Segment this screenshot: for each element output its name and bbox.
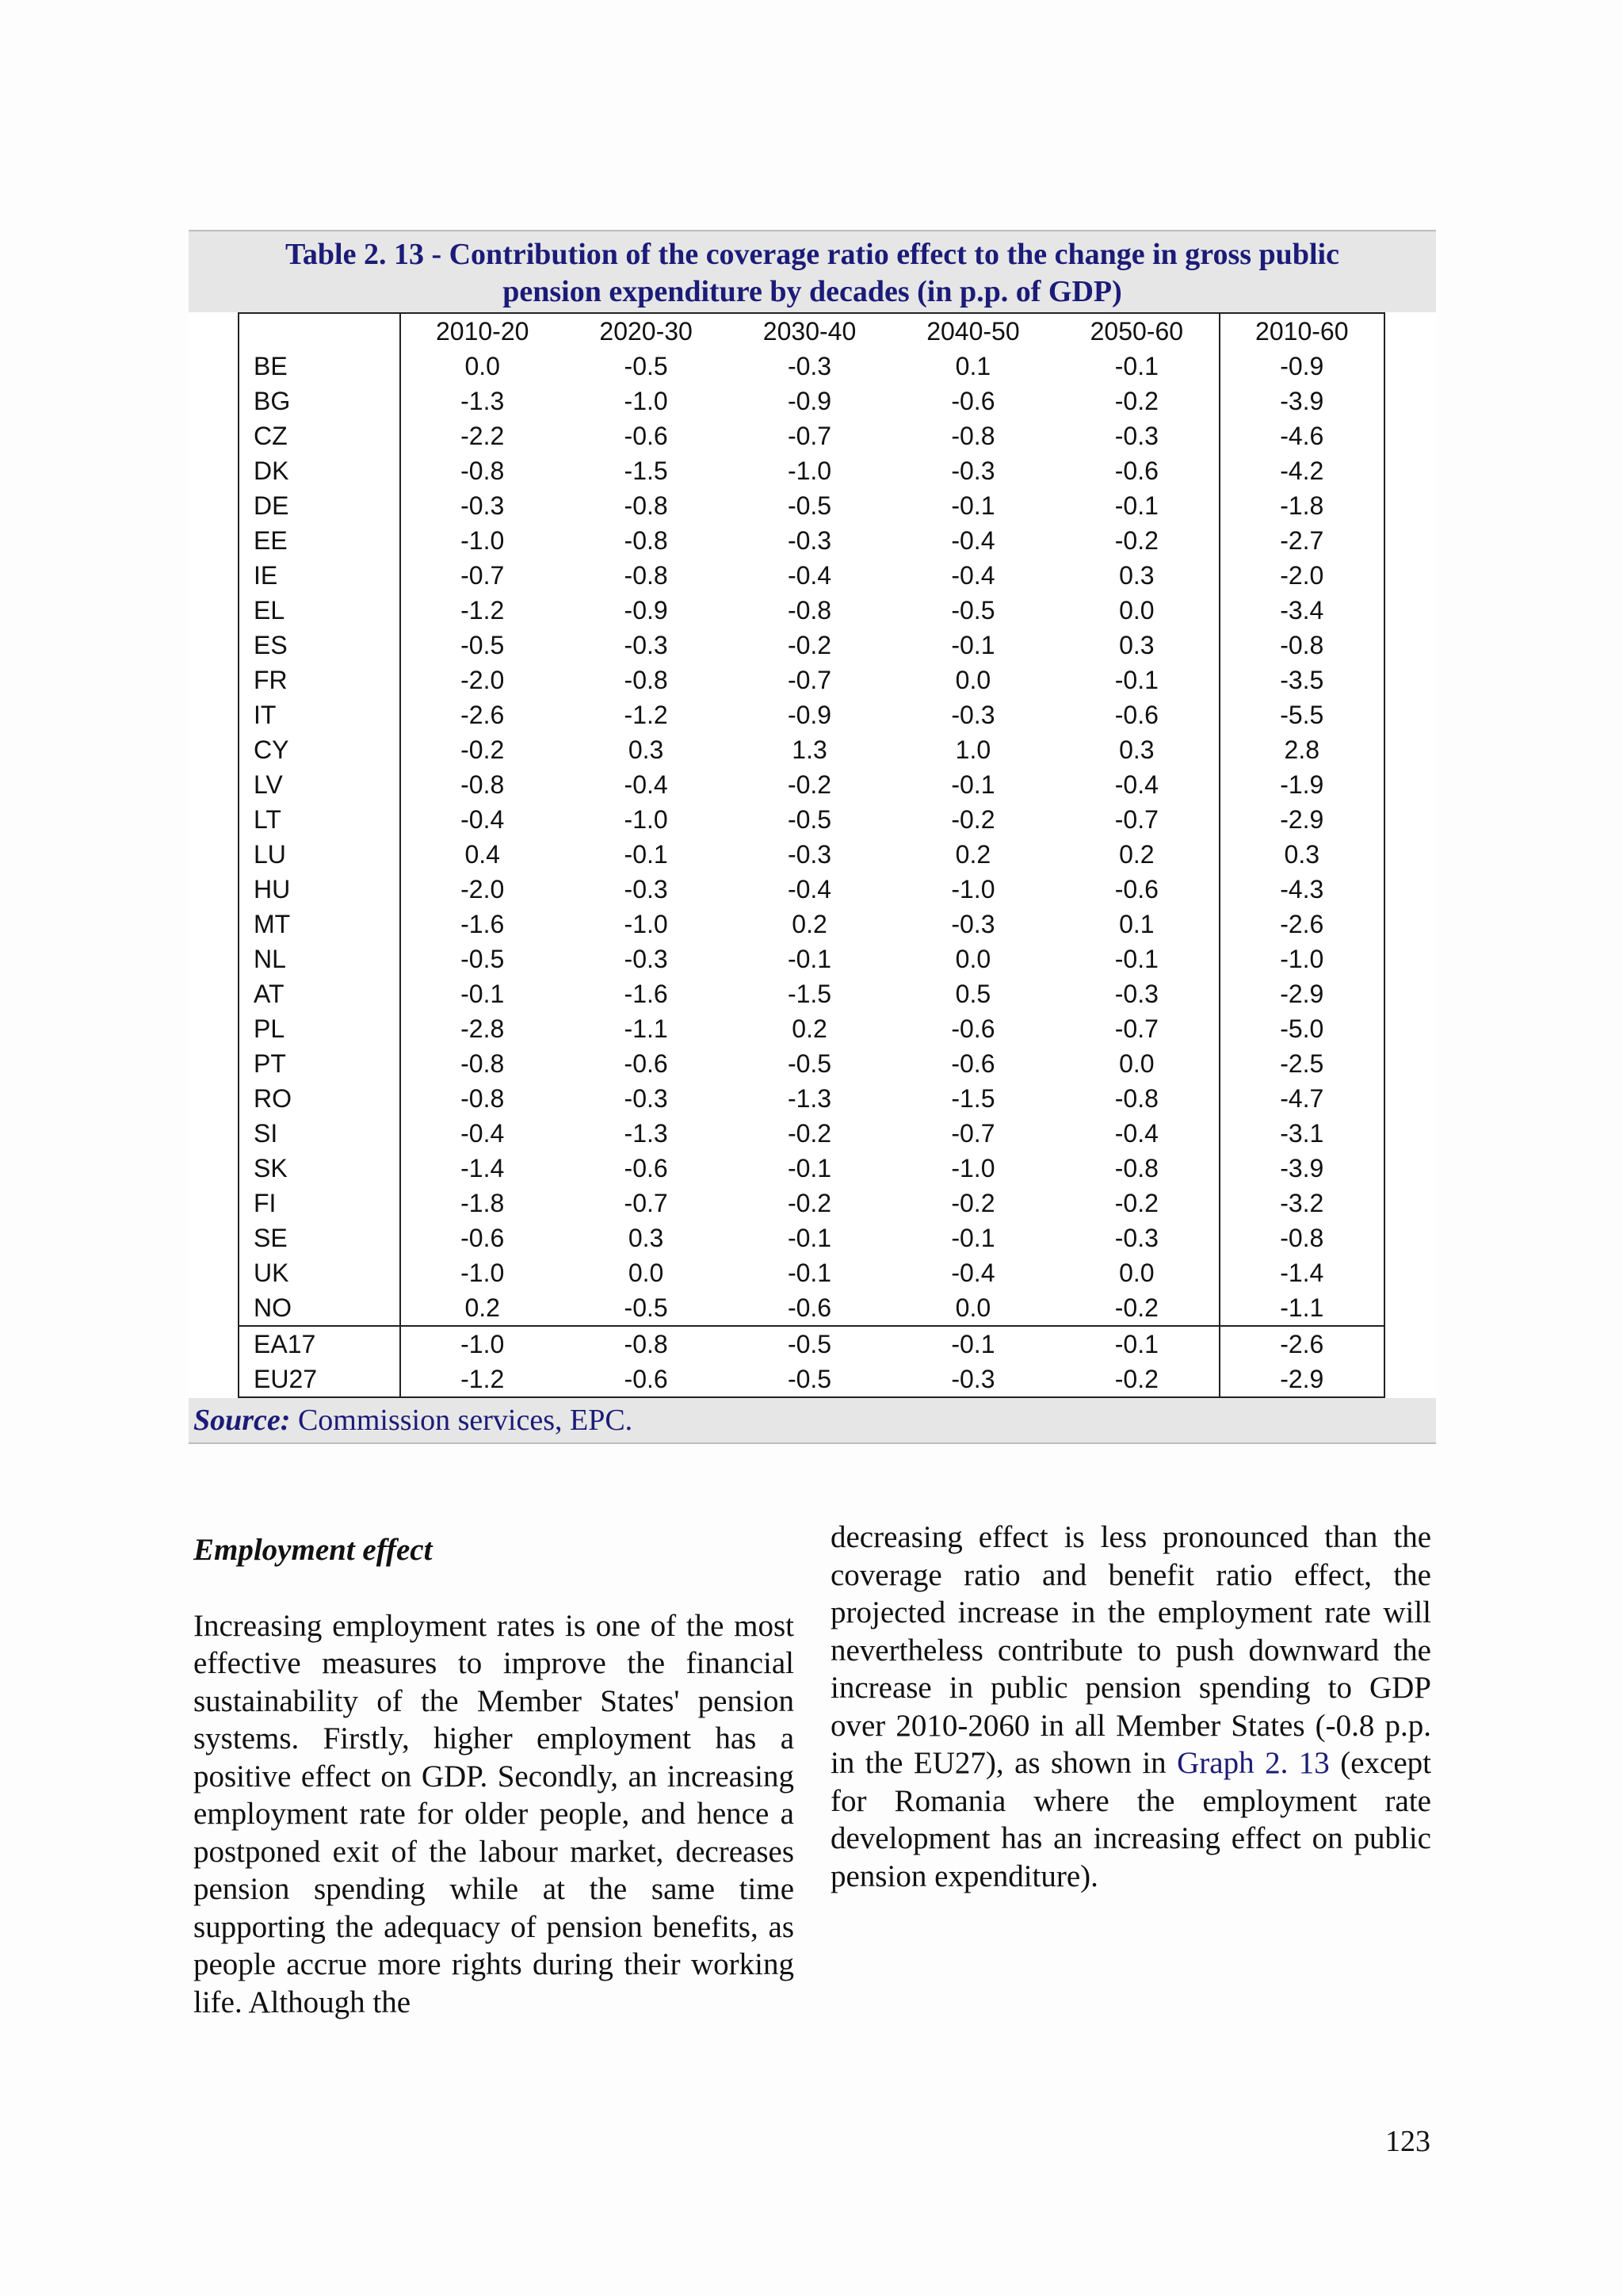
value-cell: -0.1 xyxy=(787,944,832,973)
value-cell: -0.1 xyxy=(1055,942,1219,976)
table-row xyxy=(239,663,1384,697)
value-cell: -2.9 xyxy=(1220,1362,1384,1397)
value-cell: -2.5 xyxy=(1220,1046,1384,1081)
value-cell: -1.4 xyxy=(1220,1255,1384,1290)
value-cell: -0.6 xyxy=(1055,453,1219,488)
value-cell: -0.3 xyxy=(787,525,832,555)
header-col: 2010-60 xyxy=(1220,313,1384,349)
value-cell: -2.9 xyxy=(1220,976,1384,1011)
value-cell: 0.5 xyxy=(955,979,991,1008)
value-cell: -0.2 xyxy=(1055,1362,1219,1397)
value-cell: -0.9 xyxy=(787,386,832,415)
value-cell: 0.2 xyxy=(464,1293,500,1322)
country-code: BE xyxy=(239,349,400,384)
source-text: Commission services, EPC. xyxy=(290,1404,633,1437)
value-cell: 0.0 xyxy=(464,351,500,380)
value-cell: -0.8 xyxy=(460,1083,505,1113)
value-cell: -0.3 xyxy=(1055,1221,1219,1255)
country-code: FR xyxy=(239,663,400,697)
value-cell: -0.4 xyxy=(787,560,832,590)
value-cell: -3.9 xyxy=(1220,1151,1384,1186)
value-cell: -0.7 xyxy=(787,421,832,450)
header-country xyxy=(239,313,400,349)
value-cell: -0.8 xyxy=(1220,628,1384,663)
value-cell: -0.3 xyxy=(624,630,668,659)
value-cell: -0.3 xyxy=(951,909,995,938)
country-code: LV xyxy=(239,767,400,802)
value-cell: -0.3 xyxy=(1055,418,1219,453)
value-cell: -0.8 xyxy=(564,1326,727,1362)
value-cell: 0.1 xyxy=(955,351,991,380)
value-cell: -0.9 xyxy=(624,595,668,625)
value-cell: -1.5 xyxy=(624,456,668,485)
table-row xyxy=(239,349,1384,384)
value-cell: -0.8 xyxy=(460,1049,505,1078)
value-cell: -1.0 xyxy=(460,525,505,555)
value-cell: -0.4 xyxy=(951,1258,995,1287)
table-row xyxy=(239,976,1384,1011)
graph-link[interactable]: Graph 2. 13 xyxy=(1177,1746,1330,1780)
table-row xyxy=(239,1081,1384,1116)
value-cell: -0.8 xyxy=(1220,1221,1384,1255)
value-cell: -0.6 xyxy=(624,1049,668,1078)
value-cell: -2.8 xyxy=(460,1014,505,1043)
value-cell: -0.5 xyxy=(787,804,832,834)
value-cell: -3.1 xyxy=(1220,1116,1384,1151)
country-code: SK xyxy=(239,1151,400,1186)
value-cell: -0.1 xyxy=(787,1223,832,1252)
country-code: PL xyxy=(239,1011,400,1046)
value-cell: -1.1 xyxy=(624,1014,668,1043)
value-cell: -1.5 xyxy=(787,979,832,1008)
table-row xyxy=(239,453,1384,488)
table-row xyxy=(239,488,1384,523)
value-cell: 0.3 xyxy=(1220,837,1384,872)
value-cell: -1.0 xyxy=(460,1258,505,1287)
value-cell: -0.3 xyxy=(460,491,505,520)
value-cell: -2.0 xyxy=(460,665,505,694)
value-cell: -2.0 xyxy=(460,874,505,904)
table-row xyxy=(239,1011,1384,1046)
value-cell: -0.6 xyxy=(564,1362,727,1397)
table-row xyxy=(239,837,1384,872)
table-row xyxy=(239,384,1384,418)
value-cell: 1.3 xyxy=(792,735,827,764)
country-code: NL xyxy=(239,942,400,976)
value-cell: -0.7 xyxy=(787,665,832,694)
country-code: CY xyxy=(239,732,400,767)
value-cell: -0.3 xyxy=(951,700,995,729)
value-cell: -0.1 xyxy=(1055,349,1219,384)
table-row xyxy=(239,767,1384,802)
value-cell: 0.0 xyxy=(955,665,991,694)
value-cell: -2.9 xyxy=(1220,802,1384,837)
value-cell: -5.5 xyxy=(1220,697,1384,732)
value-cell: -0.3 xyxy=(624,1083,668,1113)
value-cell: 0.4 xyxy=(464,839,500,869)
value-cell: -0.7 xyxy=(951,1118,995,1148)
value-cell: -0.8 xyxy=(624,525,668,555)
value-cell: -0.2 xyxy=(1055,1186,1219,1221)
table-row xyxy=(239,697,1384,732)
value-cell: 0.3 xyxy=(628,735,664,764)
value-cell: -0.1 xyxy=(460,979,505,1008)
value-cell: -0.1 xyxy=(951,491,995,520)
value-cell: 0.0 xyxy=(1055,593,1219,628)
aggregate-row xyxy=(239,1362,1384,1397)
value-cell: -1.6 xyxy=(624,979,668,1008)
country-code: AT xyxy=(239,976,400,1011)
table-row xyxy=(239,1046,1384,1081)
value-cell: 0.3 xyxy=(628,1223,664,1252)
value-cell: 0.0 xyxy=(1055,1255,1219,1290)
value-cell: -0.1 xyxy=(951,1223,995,1252)
value-cell: -4.2 xyxy=(1220,453,1384,488)
header-col: 2050-60 xyxy=(1055,313,1219,349)
header-col: 2030-40 xyxy=(727,313,891,349)
aggregate-row xyxy=(239,1326,1384,1362)
value-cell: 0.3 xyxy=(1055,628,1219,663)
table-row xyxy=(239,418,1384,453)
value-cell: 0.2 xyxy=(955,839,991,869)
value-cell: 0.1 xyxy=(1055,907,1219,942)
value-cell: -0.6 xyxy=(951,386,995,415)
value-cell: -1.3 xyxy=(460,386,505,415)
value-cell: -0.2 xyxy=(1055,384,1219,418)
right-column xyxy=(831,1519,1431,1895)
value-cell: -2.0 xyxy=(1220,558,1384,593)
value-cell: -0.1 xyxy=(1055,488,1219,523)
value-cell: -1.0 xyxy=(624,386,668,415)
left-paragraph: Increasing employment rates is one of the most effective measures to improve the financial sustainability of the Member States' pension systems. Firstly, higher employment has a positive effect on GDP. Secondly, an increasing employment rate for older people, and hence a postponed exit of the labour market, decreases pension spending while at the same time supporting the adequacy of pension benefits, as people accrue more rights during their working life. Although the xyxy=(193,1608,794,2019)
value-cell: -0.5 xyxy=(727,1326,891,1362)
value-cell: -0.3 xyxy=(624,944,668,973)
value-cell: -0.2 xyxy=(1055,1290,1219,1326)
value-cell: -0.1 xyxy=(787,1153,832,1182)
value-cell: -0.3 xyxy=(892,1362,1055,1397)
value-cell: -3.4 xyxy=(1220,593,1384,628)
value-cell: -1.2 xyxy=(460,595,505,625)
value-cell: -0.5 xyxy=(624,1293,668,1322)
value-cell: -0.6 xyxy=(624,1153,668,1182)
value-cell: -0.3 xyxy=(624,874,668,904)
value-cell: -4.6 xyxy=(1220,418,1384,453)
value-cell: -0.5 xyxy=(951,595,995,625)
value-cell: -0.3 xyxy=(1055,976,1219,1011)
table-row xyxy=(239,593,1384,628)
value-cell: -0.4 xyxy=(951,525,995,555)
table-row xyxy=(239,1255,1384,1290)
value-cell: -0.1 xyxy=(951,770,995,799)
value-cell: -1.0 xyxy=(624,909,668,938)
country-code: BG xyxy=(239,384,400,418)
value-cell: -1.8 xyxy=(460,1188,505,1217)
country-code: PT xyxy=(239,1046,400,1081)
value-cell: -1.1 xyxy=(1220,1290,1384,1326)
country-code: EE xyxy=(239,523,400,558)
value-cell: -0.6 xyxy=(787,1293,832,1322)
country-code: ES xyxy=(239,628,400,663)
value-cell: -4.7 xyxy=(1220,1081,1384,1116)
country-code: LU xyxy=(239,837,400,872)
value-cell: -0.6 xyxy=(1055,872,1219,907)
header-col: 2040-50 xyxy=(892,313,1055,349)
country-code: DK xyxy=(239,453,400,488)
value-cell: -0.3 xyxy=(951,456,995,485)
value-cell: -2.6 xyxy=(1220,1326,1384,1362)
value-cell: -0.2 xyxy=(951,804,995,834)
value-cell: -0.9 xyxy=(787,700,832,729)
value-cell: -3.9 xyxy=(1220,384,1384,418)
country-code: SI xyxy=(239,1116,400,1151)
value-cell: -2.2 xyxy=(460,421,505,450)
value-cell: -0.5 xyxy=(727,1362,891,1397)
value-cell: -1.0 xyxy=(624,804,668,834)
value-cell: -1.9 xyxy=(1220,767,1384,802)
value-cell: -0.8 xyxy=(624,665,668,694)
value-cell: -1.5 xyxy=(951,1083,995,1113)
country-code: UK xyxy=(239,1255,400,1290)
value-cell: -3.2 xyxy=(1220,1186,1384,1221)
value-cell: -0.1 xyxy=(1055,1326,1219,1362)
value-cell: -1.0 xyxy=(951,1153,995,1182)
value-cell: -0.1 xyxy=(787,1258,832,1287)
value-cell: 0.2 xyxy=(1055,837,1219,872)
value-cell: -0.2 xyxy=(787,630,832,659)
value-cell: -0.4 xyxy=(1055,1116,1219,1151)
value-cell: -0.8 xyxy=(1055,1151,1219,1186)
value-cell: -1.0 xyxy=(400,1326,564,1362)
country-code: CZ xyxy=(239,418,400,453)
country-code: IE xyxy=(239,558,400,593)
value-cell: -5.0 xyxy=(1220,1011,1384,1046)
value-cell: -0.4 xyxy=(1055,767,1219,802)
value-cell: -0.7 xyxy=(1055,802,1219,837)
value-cell: -0.8 xyxy=(460,770,505,799)
value-cell: -0.3 xyxy=(787,839,832,869)
value-cell: -0.6 xyxy=(624,421,668,450)
value-cell: -2.6 xyxy=(1220,907,1384,942)
table-row xyxy=(239,558,1384,593)
value-cell: -1.3 xyxy=(624,1118,668,1148)
right-text-before: decreasing effect is less pronounced than the coverage ratio and benefit ratio effect, the projected increase in the employment rate will nevertheless contribute to push downward the increase in public pension spending to GDP over 2010-2060 in all Member States (-0.8 p.p. in the EU27), as shown in xyxy=(831,1520,1431,1780)
table-row xyxy=(239,942,1384,976)
table-title-line2: pension expenditure by decades (in p.p. of GDP) xyxy=(502,275,1122,308)
table-row xyxy=(239,872,1384,907)
country-code: RO xyxy=(239,1081,400,1116)
value-cell: -0.8 xyxy=(1055,1081,1219,1116)
value-cell: -0.9 xyxy=(1220,349,1384,384)
value-cell: 1.0 xyxy=(955,735,991,764)
value-cell: -0.7 xyxy=(1055,1011,1219,1046)
country-code: FI xyxy=(239,1186,400,1221)
value-cell: -0.6 xyxy=(951,1014,995,1043)
table-row xyxy=(239,1221,1384,1255)
value-cell: 0.0 xyxy=(955,1293,991,1322)
country-code: EL xyxy=(239,593,400,628)
value-cell: -0.8 xyxy=(787,595,832,625)
table-row xyxy=(239,732,1384,767)
page-number: 123 xyxy=(1385,2125,1430,2158)
value-cell: -0.7 xyxy=(624,1188,668,1217)
value-cell: -0.1 xyxy=(624,839,668,869)
table-title-line1: Table 2. 13 - Contribution of the coverage ratio effect to the change in gross public xyxy=(285,238,1339,271)
table-grid-container xyxy=(189,312,1436,1398)
header-col: 2020-30 xyxy=(564,313,727,349)
value-cell: -1.8 xyxy=(1220,488,1384,523)
value-cell: -0.1 xyxy=(951,630,995,659)
value-cell: -2.7 xyxy=(1220,523,1384,558)
value-cell: -0.2 xyxy=(787,1188,832,1217)
value-cell: 0.3 xyxy=(1055,558,1219,593)
country-code: MT xyxy=(239,907,400,942)
country-code: DE xyxy=(239,488,400,523)
table-row xyxy=(239,523,1384,558)
value-cell: -1.6 xyxy=(460,909,505,938)
right-text-after: (except for Romania where the employment rate development has an increasing effect on public pension expenditure). xyxy=(831,1746,1431,1893)
value-cell: -0.8 xyxy=(951,421,995,450)
table-header-row xyxy=(239,313,1384,349)
value-cell: 0.0 xyxy=(955,944,991,973)
value-cell: -4.3 xyxy=(1220,872,1384,907)
value-cell: -0.2 xyxy=(787,770,832,799)
country-code: LT xyxy=(239,802,400,837)
country-code: EU27 xyxy=(239,1362,400,1397)
table-row xyxy=(239,628,1384,663)
value-cell: -0.4 xyxy=(460,804,505,834)
value-cell: 0.2 xyxy=(792,1014,827,1043)
value-cell: -1.2 xyxy=(400,1362,564,1397)
value-cell: -0.8 xyxy=(624,491,668,520)
value-cell: 2.8 xyxy=(1220,732,1384,767)
country-code: SE xyxy=(239,1221,400,1255)
value-cell: -1.4 xyxy=(460,1153,505,1182)
value-cell: -0.4 xyxy=(787,874,832,904)
value-cell: -0.6 xyxy=(1055,697,1219,732)
value-cell: -1.0 xyxy=(787,456,832,485)
value-cell: -0.4 xyxy=(951,560,995,590)
value-cell: -0.1 xyxy=(892,1326,1055,1362)
table-row xyxy=(239,907,1384,942)
value-cell: -0.4 xyxy=(460,1118,505,1148)
table-source xyxy=(189,1398,1436,1444)
country-code: HU xyxy=(239,872,400,907)
value-cell: -0.5 xyxy=(787,1049,832,1078)
header-col: 2010-20 xyxy=(400,313,564,349)
table-title xyxy=(189,230,1436,312)
value-cell: -1.2 xyxy=(624,700,668,729)
table-row xyxy=(239,1186,1384,1221)
value-cell: -3.5 xyxy=(1220,663,1384,697)
country-code: EA17 xyxy=(239,1326,400,1362)
table-row xyxy=(239,802,1384,837)
value-cell: -1.0 xyxy=(951,874,995,904)
value-cell: -0.2 xyxy=(460,735,505,764)
table-row xyxy=(239,1290,1384,1326)
source-label: Source: xyxy=(193,1404,291,1437)
table-row xyxy=(239,1116,1384,1151)
value-cell: -2.6 xyxy=(460,700,505,729)
value-cell: -0.5 xyxy=(624,351,668,380)
value-cell: -0.5 xyxy=(787,491,832,520)
value-cell: -0.5 xyxy=(460,630,505,659)
value-cell: -0.5 xyxy=(460,944,505,973)
section-heading: Employment effect xyxy=(193,1533,433,1567)
value-cell: -1.0 xyxy=(1220,942,1384,976)
value-cell: 0.0 xyxy=(628,1258,664,1287)
value-cell: 0.3 xyxy=(1055,732,1219,767)
country-code: IT xyxy=(239,697,400,732)
table-row xyxy=(239,1151,1384,1186)
coverage-ratio-table xyxy=(189,230,1436,1444)
right-paragraph xyxy=(831,1519,1431,1895)
value-cell: 0.0 xyxy=(1055,1046,1219,1081)
value-cell: -0.8 xyxy=(460,456,505,485)
data-table xyxy=(238,312,1385,1398)
value-cell: -0.1 xyxy=(1055,663,1219,697)
value-cell: -0.8 xyxy=(624,560,668,590)
value-cell: -1.3 xyxy=(787,1083,832,1113)
value-cell: -0.2 xyxy=(951,1188,995,1217)
value-cell: 0.2 xyxy=(792,909,827,938)
value-cell: -0.6 xyxy=(951,1049,995,1078)
country-code: NO xyxy=(239,1290,400,1326)
value-cell: -0.2 xyxy=(1055,523,1219,558)
value-cell: -0.7 xyxy=(460,560,505,590)
value-cell: -0.3 xyxy=(787,351,832,380)
value-cell: -0.2 xyxy=(787,1118,832,1148)
value-cell: -0.4 xyxy=(624,770,668,799)
value-cell: -0.6 xyxy=(460,1223,505,1252)
left-column xyxy=(193,1531,794,2021)
